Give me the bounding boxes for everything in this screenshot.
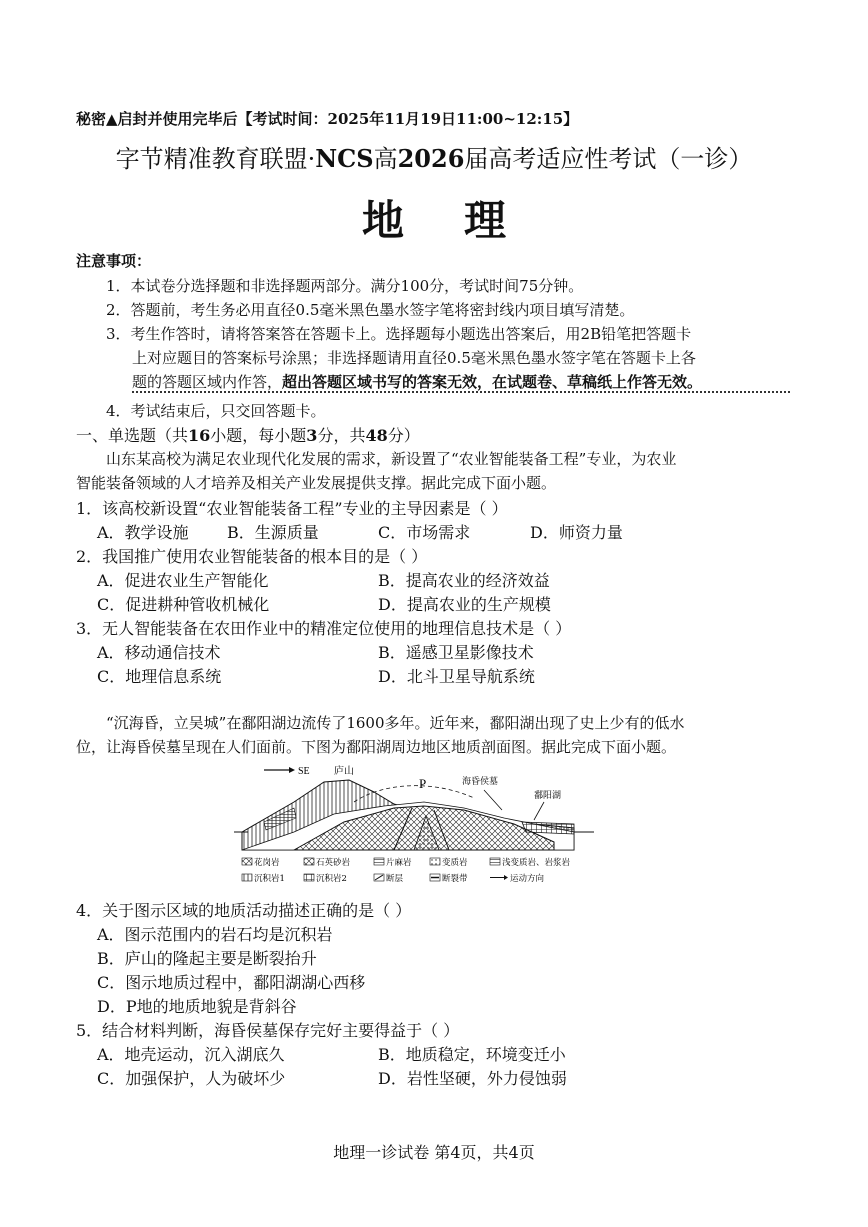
- label-lushan: 庐山: [334, 766, 354, 777]
- geologic-cross-section: [234, 762, 614, 892]
- confidential-notice: 秘密▲启封并使用完毕后【考试时间：2025年11月19日11:00~12:15】: [76, 110, 579, 128]
- question-5-option-b: B．地质稳定，环境变迁小: [378, 1045, 566, 1064]
- question-4-stem: 4．关于图示区域的地质活动描述正确的是（ ）: [76, 901, 412, 920]
- question-2-option-c: C．促进耕种管收机械化: [97, 595, 270, 614]
- label-poyang-lake: 鄱阳湖: [534, 791, 562, 801]
- question-4-option-c: C．图示地质过程中，鄱阳湖湖心西移: [97, 973, 366, 992]
- question-2-option-d: D．提高农业的生产规模: [378, 595, 551, 614]
- question-3-option-a: A．移动通信技术: [97, 643, 221, 662]
- section-heading-points: 3: [306, 426, 318, 445]
- question-5-stem: 5．结合材料判断，海昏侯墓保存完好主要得益于（ ）: [76, 1021, 460, 1040]
- legend-granite: 花岗岩: [254, 858, 280, 868]
- question-5-option-d: D．岩性坚硬，外力侵蚀弱: [378, 1069, 567, 1088]
- exam-title: [0, 139, 868, 174]
- legend-sedimentary-2: 沉积岩2: [316, 874, 347, 884]
- question-3-stem: 3．无人智能装备在农田作业中的精准定位使用的地理信息技术是（ ）: [76, 619, 572, 638]
- section-heading-part: 一、单选题（共: [76, 426, 189, 445]
- note-item: 1．本试卷分选择题和非选择题两部分。满分100分，考试时间75分钟。: [106, 277, 584, 295]
- passage2-line: 位，让海昏侯墓呈现在人们面前。下图为鄱阳湖周边地区地质剖面图。据此完成下面小题。: [76, 738, 677, 756]
- subject-title: 地理: [361, 196, 566, 245]
- note-item: 4．考试结束后，只交回答题卡。: [106, 402, 326, 420]
- legend-fault: 断层: [386, 874, 404, 884]
- passage2-line: “沉海昏，立吴城”在鄱阳湖边流传了1600多年。近年来，鄱阳湖出现了史上少有的低水: [106, 714, 685, 732]
- note-item: 3．考生作答时，请将答案答在答题卡上。选择题每小题选出答案后，用2B铅笔把答题卡: [106, 325, 692, 343]
- legend-metamorphic: 变质岩: [442, 858, 468, 868]
- question-2-stem: 2．我国推广使用农业智能装备的根本目的是（ ）: [76, 547, 428, 566]
- section-heading: [76, 423, 420, 446]
- section-heading-part: 小题，每小题: [210, 426, 307, 445]
- passage1-line: 山东某高校为满足农业现代化发展的需求，新设置了“农业智能装备工程”专业，为农业: [106, 450, 677, 468]
- note-item: 上对应题目的答案标号涂黑；非选择题请用直径0.5毫米黑色墨水签字笔在答题卡上各: [132, 349, 696, 367]
- question-5-option-a: A．地壳运动，沉入湖底久: [97, 1045, 285, 1064]
- question-1-option-c: C．市场需求: [378, 523, 471, 542]
- title-year: 2026: [397, 144, 465, 173]
- question-1-stem: 1．该高校新设置“农业智能装备工程”专业的主导因素是（ ）: [76, 499, 508, 518]
- label-p: P: [419, 776, 427, 791]
- question-4-option-b: B．庐山的隆起主要是断裂抬升: [97, 949, 317, 968]
- title-post: 届高考适应性考试（一诊）: [464, 145, 753, 173]
- question-2-option-b: B．提高农业的经济效益: [378, 571, 550, 590]
- dotted-divider: [132, 391, 790, 393]
- question-3-option-b: B．遥感卫星影像技术: [378, 643, 534, 662]
- label-haihun-tomb: 海昏侯墓: [462, 777, 499, 787]
- section-heading-part: 分，共: [317, 426, 366, 445]
- legend-sedimentary-1: 沉积岩1: [254, 874, 285, 884]
- note-emphasis: 超出答题区域书写的答案无效，在试题卷、草稿纸上作答无效。: [282, 373, 703, 391]
- section-heading-count: 16: [188, 426, 211, 445]
- direction-arrow: [264, 767, 295, 773]
- question-2-option-a: A．促进农业生产智能化: [97, 571, 269, 590]
- legend-gneiss: 片麻岩: [386, 858, 412, 868]
- legend-shallow-metamorphic: 浅变质岩、岩浆岩: [502, 858, 571, 868]
- section-heading-total: 48: [365, 426, 388, 445]
- legend-quartz-sandstone: 石英砂岩: [316, 858, 351, 868]
- title-ncs: NCS: [315, 144, 374, 173]
- label-se: SE: [298, 766, 310, 777]
- question-5-option-c: C．加强保护，人为破坏少: [97, 1069, 286, 1088]
- question-3-option-d: D．北斗卫星导航系统: [378, 667, 535, 686]
- title-mid: 高: [373, 145, 398, 173]
- question-1-option-a: A．教学设施: [97, 523, 189, 542]
- notes-heading: 注意事项：: [76, 252, 152, 270]
- note-item: 2．答题前，考生务必用直径0.5毫米黑色墨水签字笔将密封线内项目填写清楚。: [106, 301, 635, 319]
- question-1-option-b: B．生源质量: [227, 523, 319, 542]
- title-pre: 字节精准教育联盟·: [115, 145, 316, 173]
- note-item-line: [132, 371, 702, 392]
- legend-movement-direction: 运动方向: [510, 874, 545, 884]
- page-footer: 地理一诊试卷 第4页，共4页: [333, 1143, 535, 1162]
- legend-fracture-zone: 断裂带: [442, 874, 468, 884]
- section-heading-part: 分）: [387, 426, 420, 445]
- note-item-text: 题的答题区域内作答，: [132, 373, 283, 391]
- question-4-option-a: A．图示范围内的岩石均是沉积岩: [97, 925, 333, 944]
- question-3-option-c: C．地理信息系统: [97, 667, 222, 686]
- question-4-option-d: D．P地的地质地貌是背斜谷: [97, 997, 297, 1016]
- legend: [242, 857, 571, 884]
- passage1-line: 智能装备领域的人才培养及相关产业发展提供支撑。据此完成下面小题。: [76, 474, 557, 492]
- question-1-option-d: D．师资力量: [530, 523, 623, 542]
